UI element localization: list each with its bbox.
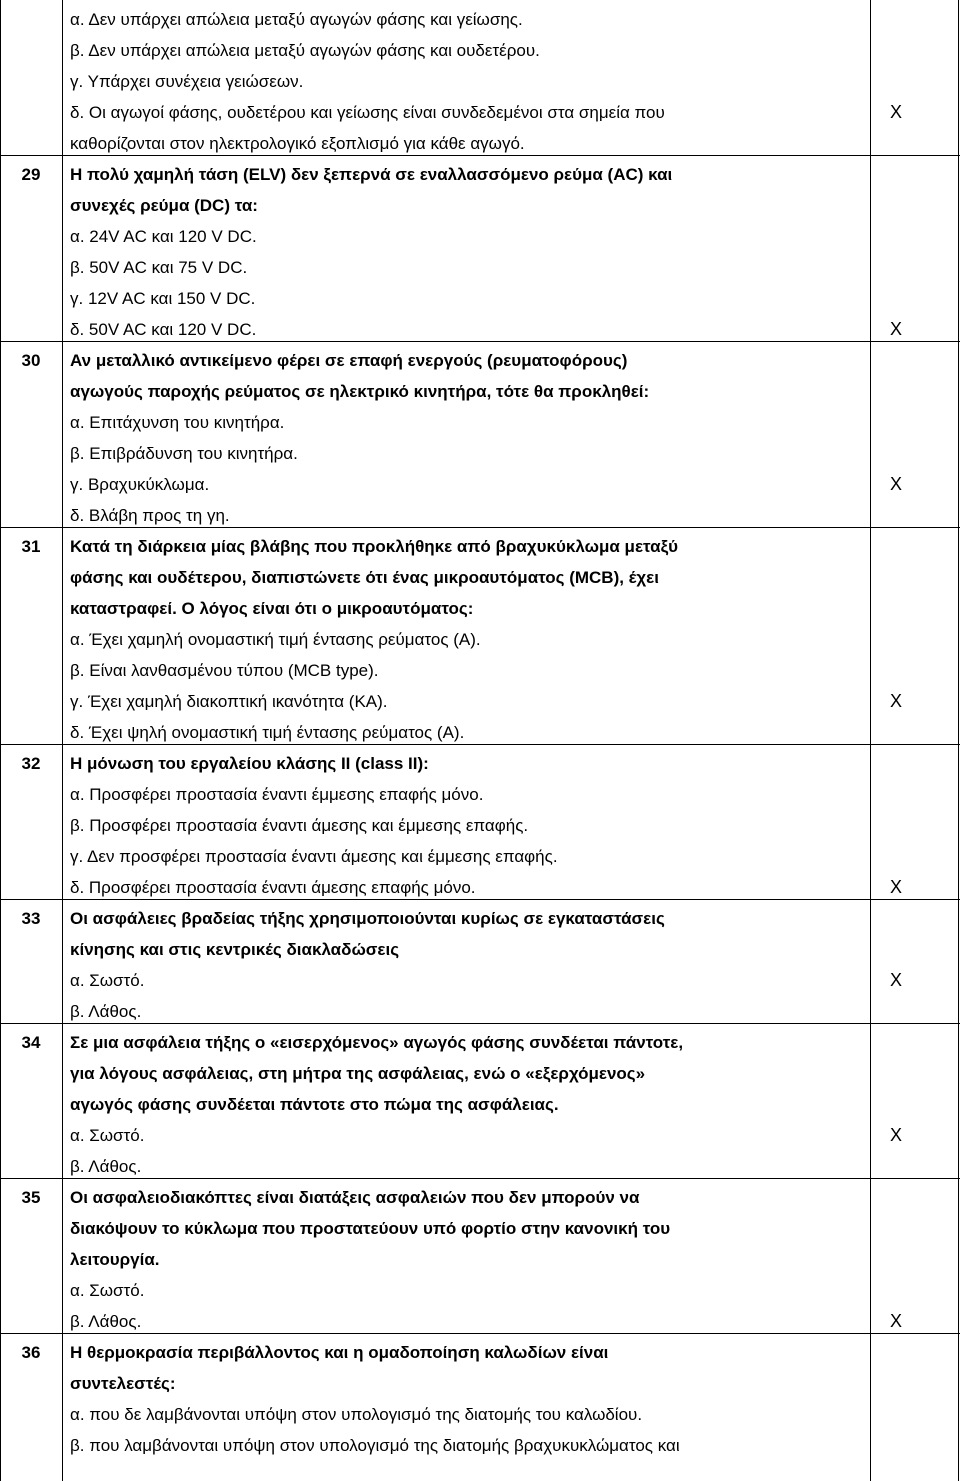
option-row xyxy=(0,221,960,252)
option-row xyxy=(0,655,960,686)
question-text: αγωγός φάσης συνδέεται πάντοτε στο πώμα της ασφάλειας. xyxy=(70,1095,559,1114)
question-text: Αν μεταλλικό αντικείμενο φέρει σε επαφή ενεργούς (ρευματοφόρους) xyxy=(70,351,628,370)
option-text: β. Λάθος. xyxy=(70,1312,142,1331)
option-row xyxy=(0,686,960,717)
option-row xyxy=(0,4,960,35)
correct-answer-mark: X xyxy=(889,877,902,897)
question-number: 32 xyxy=(21,754,41,773)
question-text: Η πολύ χαμηλή τάση (ELV) δεν ξεπερνά σε εναλλασσόμενο ρεύμα (AC) και xyxy=(70,165,673,184)
option-text: β. Προσφέρει προστασία έναντι άμεσης και έμμεσης επαφής. xyxy=(70,816,529,835)
correct-answer-mark: X xyxy=(889,1125,902,1145)
option-text: δ. 50V AC και 120 V DC. xyxy=(70,320,257,339)
option-row xyxy=(0,1151,960,1182)
question-number: 31 xyxy=(21,537,41,556)
option-row xyxy=(0,500,960,531)
question-number: 30 xyxy=(21,351,41,370)
question-text: Κατά τη διάρκεια μίας βλάβης που προκλήθηκε από βραχυκύκλωμα μεταξύ xyxy=(70,537,679,556)
question-text: αγωγούς παροχής ρεύματος σε ηλεκτρικό κινητήρα, τότε θα προκληθεί: xyxy=(70,382,650,401)
question-number: 36 xyxy=(21,1343,41,1362)
option-row xyxy=(0,965,960,996)
question-text: συντελεστές: xyxy=(70,1374,176,1393)
correct-answer-mark: X xyxy=(889,102,902,122)
option-text: γ. Υπάρχει συνέχεια γειώσεων. xyxy=(70,72,304,91)
option-row xyxy=(0,841,960,872)
question-row xyxy=(0,1337,960,1368)
question-row xyxy=(0,159,960,190)
option-text: γ. 12V AC και 150 V DC. xyxy=(70,289,256,308)
question-row xyxy=(0,531,960,562)
question-text: διακόψουν το κύκλωμα που προστατεύουν υπό φορτίο στην κανονική του xyxy=(70,1219,671,1238)
option-row xyxy=(0,252,960,283)
option-text: δ. Έχει ψηλή ονομαστική τιμή έντασης ρεύματος (A). xyxy=(70,723,465,742)
question-text: Οι ασφάλειες βραδείας τήξης χρησιμοποιούνται κυρίως σε εγκαταστάσεις xyxy=(70,909,665,928)
option-row xyxy=(0,97,960,128)
question-row xyxy=(0,1182,960,1213)
option-text: α. 24V AC και 120 V DC. xyxy=(70,227,257,246)
option-text: γ. Έχει χαμηλή διακοπτική ικανότητα (KA). xyxy=(70,692,388,711)
question-row xyxy=(0,562,960,593)
question-row xyxy=(0,1027,960,1058)
option-text: α. που δε λαμβάνονται υπόψη στον υπολογισμό της διατομής του καλωδίου. xyxy=(70,1405,643,1424)
question-row xyxy=(0,934,960,965)
question-text: καταστραφεί. Ο λόγος είναι ότι ο μικροαυτόματος: xyxy=(70,599,474,618)
question-row xyxy=(0,345,960,376)
correct-answer-mark: X xyxy=(889,1311,902,1331)
correct-answer-mark: X xyxy=(889,691,902,711)
question-number: 34 xyxy=(21,1033,41,1052)
option-row xyxy=(0,810,960,841)
option-row xyxy=(0,35,960,66)
question-text: λειτουργία. xyxy=(70,1250,160,1269)
option-row xyxy=(0,1399,960,1430)
question-row xyxy=(0,903,960,934)
option-text: β. Λάθος. xyxy=(70,1157,142,1176)
question-text: Η μόνωση του εργαλείου κλάσης ΙΙ (class II): xyxy=(70,754,429,773)
question-row xyxy=(0,190,960,221)
question-text: κίνησης και στις κεντρικές διακλαδώσεις xyxy=(70,940,400,959)
option-text: δ. Οι αγωγοί φάσης, ουδετέρου και γείωσης είναι συνδεδεμένοι στα σημεία που xyxy=(70,103,665,122)
option-text: α. Έχει χαμηλή ονομαστική τιμή έντασης ρεύματος (A). xyxy=(70,630,481,649)
question-text: φάσης και ουδέτερου, διαπιστώνετε ότι ένας μικροαυτόματος (MCB), έχει xyxy=(70,568,659,587)
option-text: α. Δεν υπάρχει απώλεια μεταξύ αγωγών φάσης και γείωσης. xyxy=(70,10,523,29)
question-text: Σε μια ασφάλεια τήξης ο «εισερχόμενος» αγωγός φάσης συνδέεται πάντοτε, xyxy=(70,1033,684,1052)
option-row xyxy=(0,469,960,500)
option-text: β. Δεν υπάρχει απώλεια μεταξύ αγωγών φάσης και ουδετέρου. xyxy=(70,41,540,60)
option-row xyxy=(0,407,960,438)
option-text: α. Σωστό. xyxy=(70,1281,145,1300)
option-text: καθορίζονται στον ηλεκτρολογικό εξοπλισμό για κάθε αγωγό. xyxy=(70,134,525,153)
option-text: α. Σωστό. xyxy=(70,971,145,990)
question-row xyxy=(0,748,960,779)
question-row xyxy=(0,1368,960,1399)
question-row xyxy=(0,1244,960,1275)
option-text: α. Σωστό. xyxy=(70,1126,145,1145)
question-row xyxy=(0,1213,960,1244)
question-row xyxy=(0,593,960,624)
option-text: α. Προσφέρει προστασία έναντι έμμεσης επαφής μόνο. xyxy=(70,785,484,804)
option-row xyxy=(0,314,960,345)
option-row xyxy=(0,438,960,469)
question-row xyxy=(0,376,960,407)
option-text: α. Επιτάχυνση του κινητήρα. xyxy=(70,413,285,432)
option-row xyxy=(0,66,960,97)
option-text: β. 50V AC και 75 V DC. xyxy=(70,258,248,277)
option-text: β. που λαμβάνονται υπόψη στον υπολογισμό της διατομής βραχυκυκλώματος και xyxy=(70,1436,680,1455)
option-row xyxy=(0,283,960,314)
option-row xyxy=(0,872,960,903)
option-row xyxy=(0,779,960,810)
correct-answer-mark: X xyxy=(889,319,902,339)
option-text: δ. Βλάβη προς τη γη. xyxy=(70,506,230,525)
question-row xyxy=(0,1058,960,1089)
question-text: Οι ασφαλειοδιακόπτες είναι διατάξεις ασφαλειών που δεν μπορούν να xyxy=(70,1188,640,1207)
option-text: γ. Δεν προσφέρει προστασία έναντι άμεσης και έμμεσης επαφής. xyxy=(70,847,558,866)
question-row xyxy=(0,1089,960,1120)
option-text: δ. Προσφέρει προστασία έναντι άμεσης επαφής μόνο. xyxy=(70,878,476,897)
correct-answer-mark: X xyxy=(889,970,902,990)
question-number: 35 xyxy=(21,1188,41,1207)
option-row xyxy=(0,128,960,159)
option-row xyxy=(0,624,960,655)
question-text: Η θερμοκρασία περιβάλλοντος και η ομαδοποίηση καλωδίων είναι xyxy=(70,1343,609,1362)
option-row xyxy=(0,717,960,748)
question-text: για λόγους ασφάλειας, στη μήτρα της ασφάλειας, ενώ ο «εξερχόμενος» xyxy=(70,1064,646,1083)
question-number: 33 xyxy=(21,909,41,928)
option-text: β. Λάθος. xyxy=(70,1002,142,1021)
option-row xyxy=(0,1275,960,1306)
option-row xyxy=(0,1306,960,1337)
option-text: β. Επιβράδυνση του κινητήρα. xyxy=(70,444,298,463)
question-number: 29 xyxy=(21,165,41,184)
option-row xyxy=(0,1120,960,1151)
option-text: γ. Βραχυκύκλωμα. xyxy=(70,475,210,494)
option-text: β. Είναι λανθασμένου τύπου (MCB type). xyxy=(70,661,379,680)
option-row xyxy=(0,996,960,1027)
option-row xyxy=(0,1430,960,1461)
question-text: συνεχές ρεύμα (DC) τα: xyxy=(70,196,258,215)
correct-answer-mark: X xyxy=(889,474,902,494)
